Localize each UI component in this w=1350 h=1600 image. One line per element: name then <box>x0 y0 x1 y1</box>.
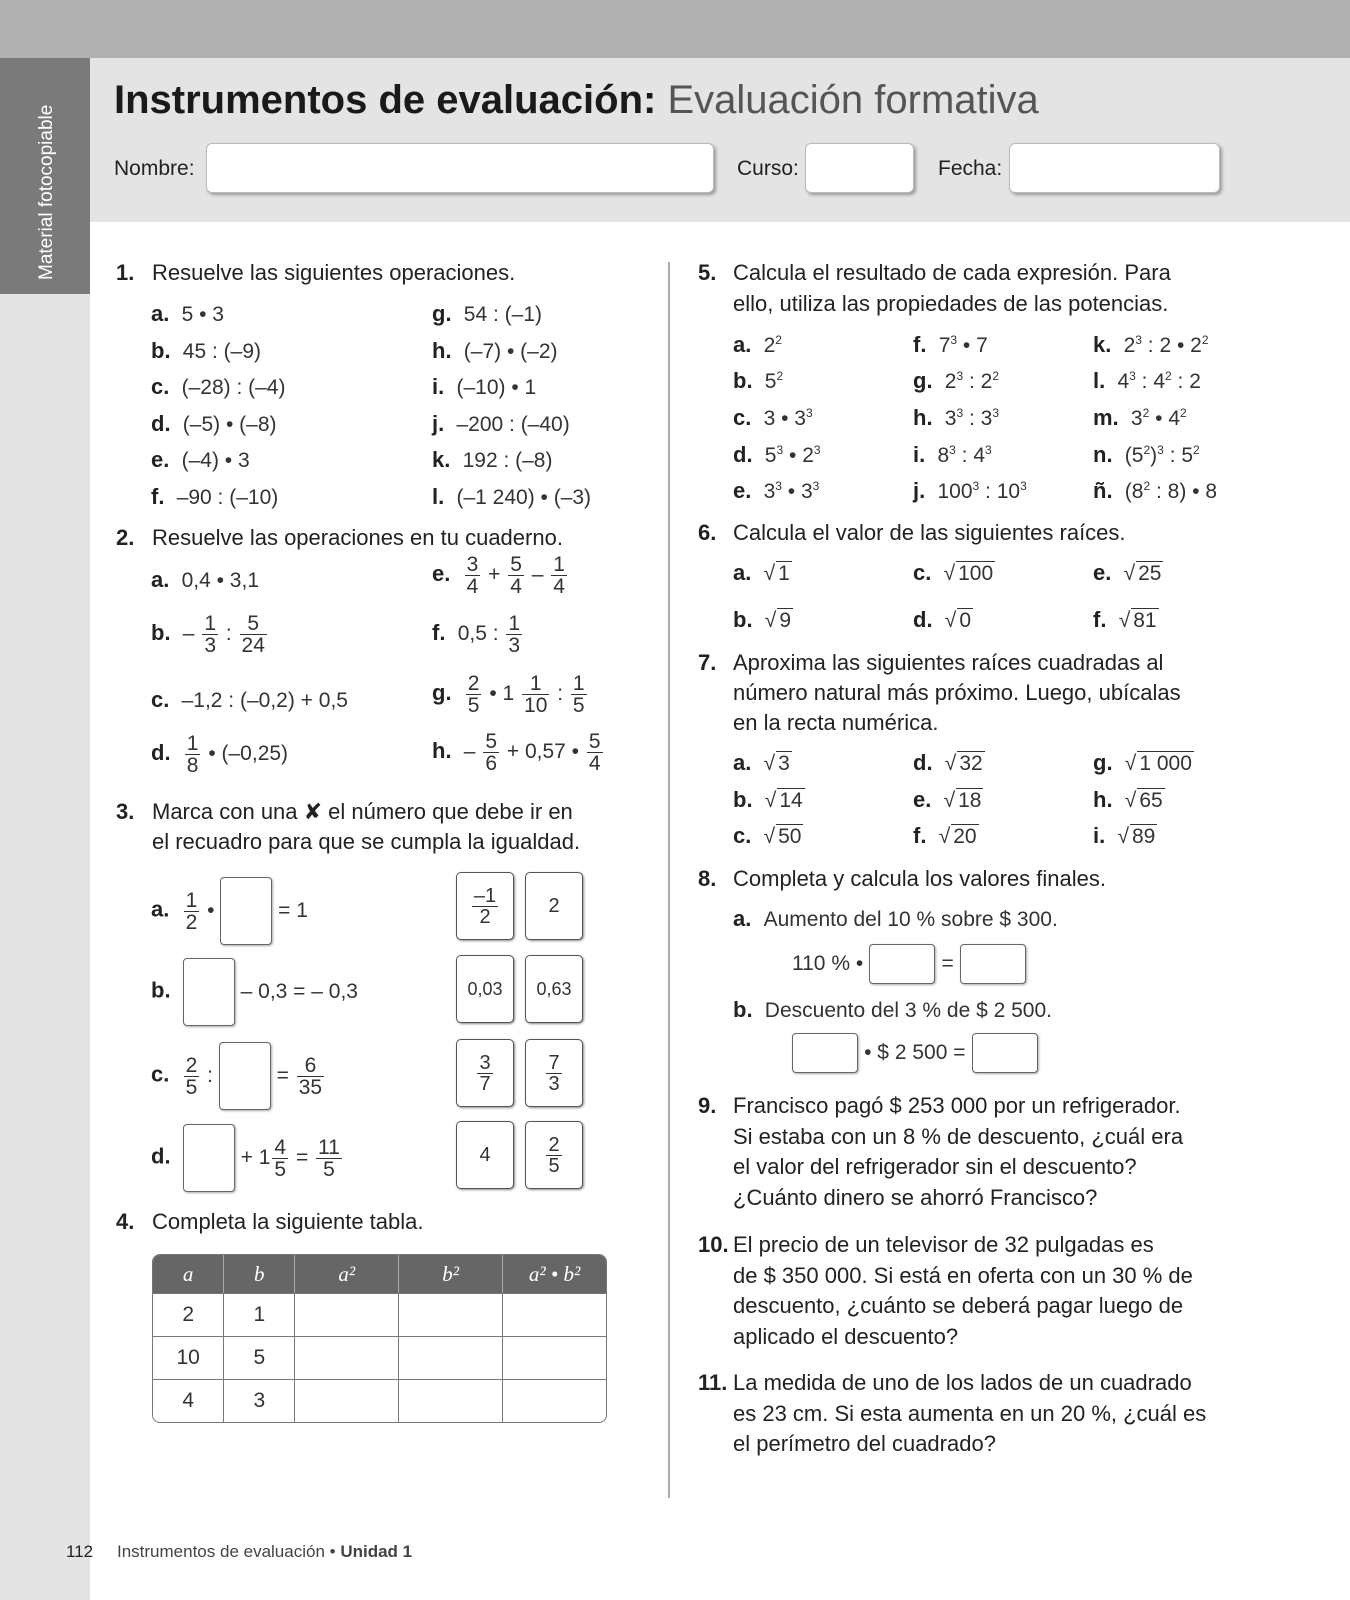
q1-item: f. –90 : (–10) <box>151 484 279 509</box>
q1-item: k. 192 : (–8) <box>432 447 553 473</box>
q5-item-f: f. $7^3$ • 7 <box>913 332 988 357</box>
q9-line: Francisco pagó $ 253 000 por un refrigerador. <box>733 1093 1181 1118</box>
q2-number: 2. <box>116 525 135 550</box>
q5-number: 5. <box>698 260 717 285</box>
q7-item: i. √ 89 <box>1093 823 1156 848</box>
q7-item: c. √ 50 <box>733 823 802 848</box>
q9-number: 9. <box>698 1093 717 1118</box>
q3-item-d: d. + 1 $\frac{4}{5}$ = $\frac{11}{5}$ <box>151 1124 344 1192</box>
table-cell: 5 <box>224 1336 295 1379</box>
q7-item: a. √ 3 <box>733 750 790 775</box>
q11-line: es 23 cm. Si esta aumenta en un 20 %, ¿cuál es <box>733 1400 1207 1426</box>
option-d1[interactable]: 4 <box>456 1121 514 1189</box>
q5-item-m: m. $3^2$ • $4^2$ <box>1093 405 1187 430</box>
q7-item: e. √ 18 <box>913 786 982 812</box>
q7-line2: número natural más próximo. Luego, ubícalas <box>733 680 1181 705</box>
q1-number: 1. <box>116 260 135 285</box>
q3-item-b: b. – 0,3 = – 0,3 <box>151 958 358 1026</box>
table-cell: 1 <box>224 1293 295 1336</box>
column-divider <box>668 262 670 1498</box>
q5-item-k: k. $2^3$ : 2 • $2^2$ <box>1093 332 1209 357</box>
q11-line: La medida de uno de los lados de un cuadrado <box>733 1370 1192 1395</box>
q2-item-d: d. $\frac{1}{8}$ • (–0,25) <box>151 732 289 777</box>
q6-number: 6. <box>698 520 717 545</box>
q5-line2: ello, utiliza las propiedades de las potencias. <box>733 291 1169 316</box>
q2-text: Resuelve las operaciones en tu cuaderno. <box>152 525 563 550</box>
curso-field[interactable] <box>805 143 914 193</box>
q1-item: d. (–5) • (–8) <box>151 410 277 436</box>
q1-item: b. 45 : (–9) <box>151 337 262 363</box>
table-cell[interactable] <box>399 1379 503 1422</box>
option-b2[interactable]: 0,63 <box>525 955 583 1023</box>
q10-line: aplicado el descuento? <box>733 1323 959 1349</box>
q3-line1: Marca con una ✘ el número que debe ir en <box>152 799 573 824</box>
q2-item-b: b. – $\frac{1}{3}$ : $\frac{5}{24}$ <box>151 612 265 657</box>
q8-b-expr: • $ 2 500 = <box>792 1033 1038 1073</box>
option-a1[interactable]: $\frac{-1}{2}$ <box>456 872 514 940</box>
side-label: Material fotocopiable <box>36 104 57 280</box>
nombre-label: Nombre: <box>114 157 195 180</box>
answer-box[interactable] <box>972 1033 1038 1073</box>
q5-item-i: i. $8^3$ : $4^3$ <box>913 442 992 467</box>
q5-item-h: h. $3^3$ : $3^3$ <box>913 405 1000 430</box>
q1-text: Resuelve las siguientes operaciones. <box>152 260 516 285</box>
table-header: a² • b² <box>503 1255 606 1293</box>
table-row <box>153 1293 606 1336</box>
q6-item: a. √ 1 <box>733 560 790 585</box>
q1-item: a. 5 • 3 <box>151 301 224 326</box>
table-header: b² <box>399 1255 503 1293</box>
q3-item-c: c. $\frac{2}{5}$ : = $\frac{6}{35}$ <box>151 1042 326 1110</box>
q11-line: el perímetro del cuadrado? <box>733 1431 996 1456</box>
table-header: a <box>153 1255 224 1293</box>
table-cell[interactable] <box>295 1336 399 1379</box>
q9-line: ¿Cuánto dinero se ahorró Francisco? <box>733 1184 1098 1210</box>
q8-item-b: b. Descuento del 3 % de $ 2 500. <box>733 997 1052 1022</box>
q8-item-a: a. Aumento del 10 % sobre $ 300. <box>733 906 1058 931</box>
q10-line: El precio de un televisor de 32 pulgadas es <box>733 1232 1154 1257</box>
q5-item-n: n. $(5^2)^3$ : $5^2$ <box>1093 442 1200 467</box>
q10-number: 10. <box>698 1232 729 1257</box>
title-sub: Evaluación formativa <box>667 78 1039 122</box>
q6-item: e. √ 25 <box>1093 560 1162 585</box>
q6-item: f. √ 81 <box>1093 607 1157 632</box>
q7-item: g. √ 1 000 <box>1093 750 1192 775</box>
q1-item: j. –200 : (–40) <box>432 410 570 436</box>
q2-item-a: a. 0,4 • 3,1 <box>151 567 260 592</box>
table-cell[interactable] <box>399 1336 503 1379</box>
q4-table <box>152 1254 607 1423</box>
top-bar <box>0 0 1350 58</box>
table-header: a² <box>295 1255 399 1293</box>
nombre-field[interactable] <box>206 143 714 193</box>
q5-item-e: e. $3^3$ • $3^3$ <box>733 478 820 503</box>
q11-number: 11. <box>698 1370 728 1395</box>
table-cell[interactable] <box>399 1293 503 1336</box>
q5-item-a: a. $2^2$ <box>733 332 782 357</box>
q4-number: 4. <box>116 1209 135 1234</box>
q1-item: h. (–7) • (–2) <box>432 337 558 363</box>
option-a2[interactable]: 2 <box>525 872 583 940</box>
option-c1[interactable]: $\frac{3}{7}$ <box>456 1039 514 1107</box>
q3-line2: el recuadro para que se cumpla la igualdad. <box>152 829 581 854</box>
q5-item-j: j. $100^3$ : $10^3$ <box>913 478 1027 503</box>
table-cell: 2 <box>153 1293 224 1336</box>
table-cell[interactable] <box>295 1293 399 1336</box>
q6-item: c. √ 100 <box>913 560 994 585</box>
q7-line1: Aproxima las siguientes raíces cuadradas al <box>733 650 1164 675</box>
page-title <box>114 78 1039 123</box>
answer-box[interactable] <box>792 1033 858 1073</box>
answer-box[interactable] <box>183 1124 235 1192</box>
q1-item: g. 54 : (–1) <box>432 301 543 326</box>
q1-item: i. (–10) • 1 <box>432 374 537 400</box>
answer-box[interactable] <box>869 944 935 984</box>
option-d2[interactable]: $\frac{2}{5}$ <box>525 1121 583 1189</box>
q5-item-enye: ñ. ($8^2$ : 8) • 8 <box>1093 478 1218 503</box>
table-cell[interactable] <box>503 1336 606 1379</box>
q1-item: e. (–4) • 3 <box>151 447 250 473</box>
q2-item-c: c. –1,2 : (–0,2) + 0,5 <box>151 687 348 712</box>
table-header: b <box>224 1255 295 1293</box>
table-cell[interactable] <box>295 1379 399 1422</box>
q3-number: 3. <box>116 799 135 824</box>
q7-item: b. √ 14 <box>733 786 803 812</box>
q9-line: Si estaba con un 8 % de descuento, ¿cuál era <box>733 1123 1184 1149</box>
footer-text: Instrumentos de evaluación • Unidad 1 <box>117 1542 413 1561</box>
page-number: 112 <box>66 1542 94 1561</box>
q8-a-expr: 110 % • = <box>792 944 1026 984</box>
q2-item-f: f. 0,5 : $\frac{1}{3}$ <box>432 612 521 657</box>
q9-line: el valor del refrigerador sin el descuento? <box>733 1154 1137 1179</box>
table-cell[interactable] <box>503 1293 606 1336</box>
answer-box[interactable] <box>183 958 235 1026</box>
q6-text: Calcula el valor de las siguientes raíces. <box>733 520 1126 545</box>
q8-number: 8. <box>698 866 717 891</box>
q1-item: c. (–28) : (–4) <box>151 374 286 400</box>
title-main: Instrumentos de evaluación: <box>114 78 657 122</box>
table-cell: 4 <box>153 1379 224 1422</box>
q10-line: descuento, ¿cuánto se deberá pagar luego de <box>733 1293 1184 1318</box>
table-row <box>153 1336 606 1379</box>
table-row <box>153 1379 606 1422</box>
q7-item: d. √ 32 <box>913 750 983 775</box>
table-cell: 10 <box>153 1336 224 1379</box>
fecha-label: Fecha: <box>938 157 1003 180</box>
q7-number: 7. <box>698 650 717 675</box>
q8-text: Completa y calcula los valores finales. <box>733 866 1106 891</box>
answer-box[interactable] <box>219 1042 271 1110</box>
q7-line3: en la recta numérica. <box>733 710 939 735</box>
q5-item-l: l. $4^3$ : $4^2$ : 2 <box>1093 368 1201 393</box>
answer-box[interactable] <box>960 944 1026 984</box>
q4-text: Completa la siguiente tabla. <box>152 1209 424 1234</box>
option-c2[interactable]: $\frac{7}{3}$ <box>525 1039 583 1107</box>
q5-item-g: g. $2^3$ : $2^2$ <box>913 368 1000 393</box>
q5-item-d: d. $5^3$ • $2^3$ <box>733 442 821 467</box>
q3-item-a: a. $\frac{1}{2}$ • = 1 <box>151 877 308 945</box>
fecha-field[interactable] <box>1009 143 1220 193</box>
q10-line: de $ 350 000. Si está en oferta con un 30 % de <box>733 1262 1193 1288</box>
q7-item: f. √ 20 <box>913 823 977 848</box>
q5-item-b: b. $5^2$ <box>733 368 784 393</box>
q2-item-g: g. $\frac{2}{5}$ • 1 $\frac{1}{10}$ : $\frac{1}{5}$ <box>432 672 585 717</box>
q6-item: d. √ 0 <box>913 607 972 632</box>
q7-item: h. √ 65 <box>1093 786 1163 812</box>
table-cell[interactable] <box>503 1379 606 1422</box>
q2-item-h: h. – $\frac{5}{6}$ + 0,57 • $\frac{5}{4}$ <box>432 730 601 775</box>
curso-label: Curso: <box>737 157 799 180</box>
table-cell: 3 <box>224 1379 295 1422</box>
q5-line1: Calcula el resultado de cada expresión. Para <box>733 260 1171 285</box>
q5-item-c: c. 3 • $3^3$ <box>733 405 813 430</box>
answer-box[interactable] <box>220 877 272 945</box>
q2-item-e: e. $\frac{3}{4}$ + $\frac{5}{4}$ – $\frac{1}{4}$ <box>432 553 565 598</box>
q6-item: b. √ 9 <box>733 607 792 632</box>
option-b1[interactable]: 0,03 <box>456 955 514 1023</box>
q1-item: l. (–1 240) • (–3) <box>432 484 592 509</box>
